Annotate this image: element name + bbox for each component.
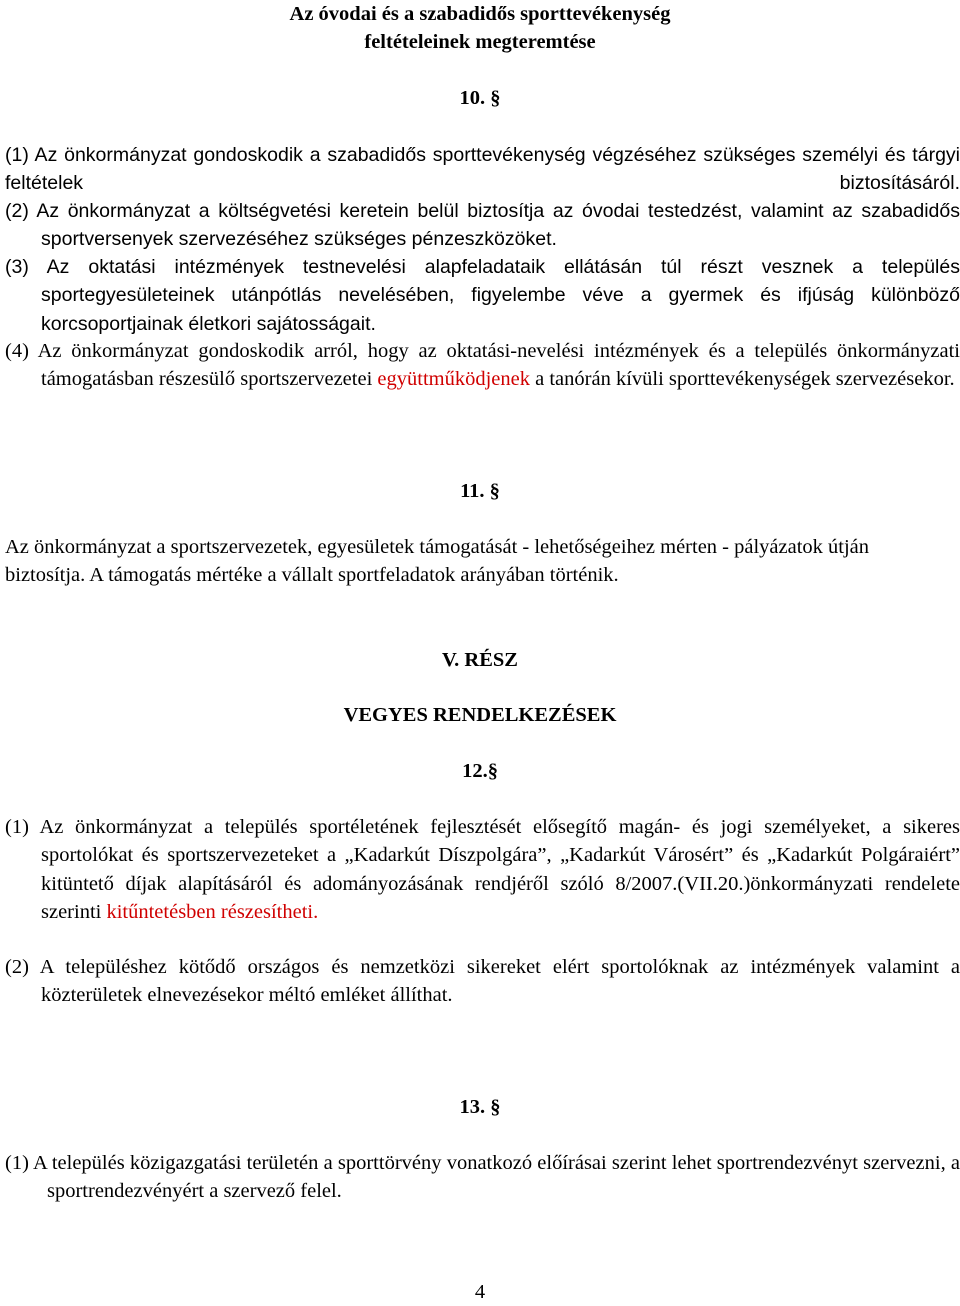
section-10-paragraph-2: (2) Az önkormányzat a költségvetési keretein belül biztosítja az óvodai testedzést, valamint az szabadidős sportversenyek szervezéséhez szükséges pénzeszközöket. xyxy=(5,200,960,251)
page-number: 4 xyxy=(474,1281,486,1303)
part-5-subtitle: VEGYES RENDELKEZÉSEK xyxy=(343,704,617,726)
section-10-paragraph-4 xyxy=(5,337,960,394)
section-10-p4-text-end: a tanórán kívüli sporttevékenységek szervezésekor. xyxy=(530,368,955,391)
section-10-heading: 10. § xyxy=(459,87,501,109)
section-12-p1-highlight: kitűntetésben részesítheti. xyxy=(106,901,319,924)
section-10-paragraph-1 xyxy=(5,141,960,198)
section-12-heading: 12.§ xyxy=(462,760,498,782)
section-13-heading: 13. § xyxy=(459,1096,501,1118)
section-10-p4-text-start: (4) Az önkormányzat gondoskodik arról, hogy az oktatási-nevelési intézmények és a település önkormányzati támogatásban részesülő sportszervezetei xyxy=(5,340,960,391)
section-11-paragraph-1: Az önkormányzat a sportszervezetek, egyesületek támogatását - lehetőségeihez mérten - pályázatok útján biztosítja. A támogatás mértéke a vállalt sportfeladatok arányában történik. xyxy=(5,536,870,587)
section-11-heading: 11. § xyxy=(460,480,500,502)
part-5-title: V. RÉSZ xyxy=(442,649,518,671)
chapter-title-line1: Az óvodai és a szabadidős sporttevékenység xyxy=(289,3,671,25)
section-10-p4-highlight: együttműködjenek xyxy=(377,368,530,391)
section-12-paragraph-2: (2) A településhez kötődő országos és nemzetközi sikereket elért sportolóknak az intézmények valamint a közterületek elnevezésekor méltó emléket állíthat. xyxy=(5,956,960,1007)
section-12-p1-text: (1) Az önkormányzat a település sportéletének fejlesztését elősegítő magán- és jogi személyeket, a sikeres sportolókat és sportszervezeteket a „Kadarkút Díszpolgára”, „Kadarkút Városért” és „Kadarkút Polgáraiért” kitüntető díjak alapításáról és adományozásának rendjéről szóló 8/2007.(VII.20.)önkormányzati rendelete szerinti xyxy=(5,816,960,924)
section-13-paragraph-1: (1) A település közigazgatási területén a sporttörvény vonatkozó előírásai szerint lehet sportrendezvényt szervezni, a sportrendezvényért a szervező felel. xyxy=(5,1152,960,1203)
chapter-title-line2: feltételeinek megteremtése xyxy=(364,31,596,54)
section-12-paragraph-1 xyxy=(5,813,960,927)
section-10-paragraph-3: (3) Az oktatási intézmények testnevelési alapfeladataik ellátásán túl részt vesznek a település sportegyesületeinek utánpótlás nevelésében, figyelembe véve a gyermek és ifjúság különböző korcsoportjainak életkori sajátosságait. xyxy=(5,256,960,335)
chapter-title xyxy=(0,0,960,57)
section-10-p1-text: (1) Az önkormányzat gondoskodik a szabadidős sporttevékenység végzéséhez szükséges személyi és tárgyi feltételek biztosításáról. xyxy=(5,144,960,195)
